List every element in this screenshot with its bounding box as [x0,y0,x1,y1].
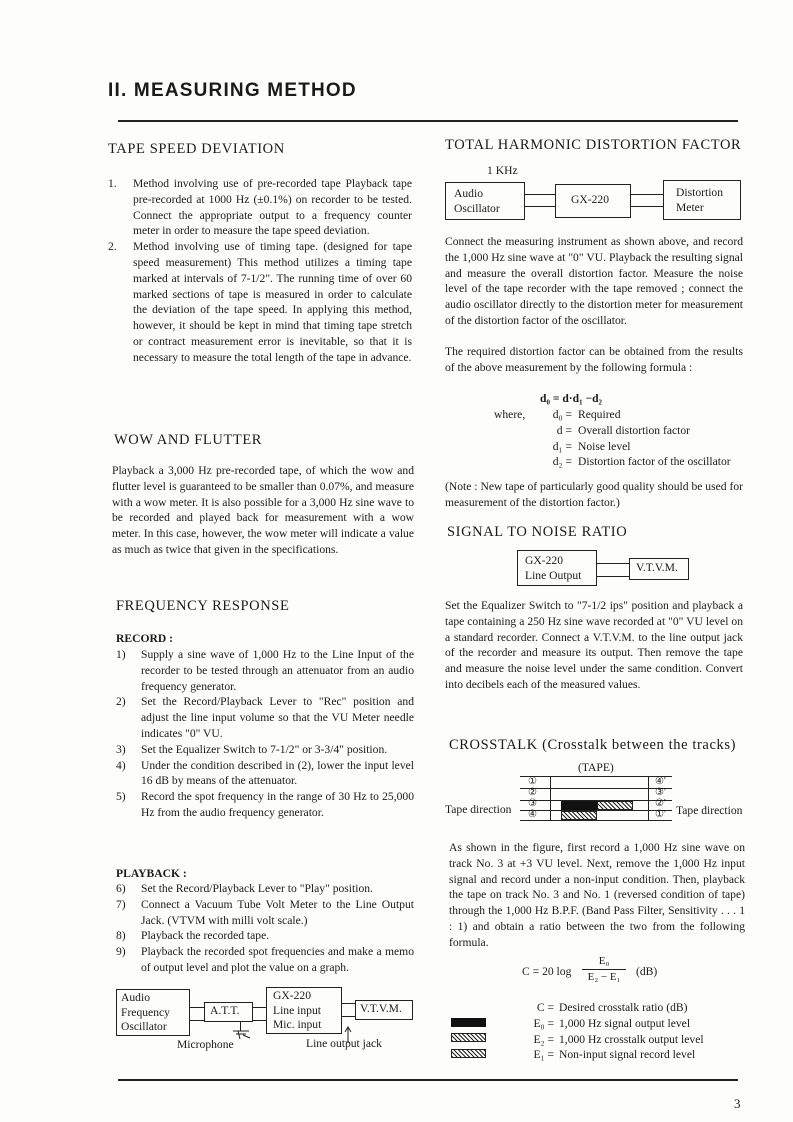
list-item [116,881,414,897]
legend-desc: Desired crosstalk ratio (dB) [559,1001,688,1014]
gx220-box: GX-220 [555,184,631,218]
meter-label: Distortion [676,186,724,199]
item-text: Set the Record/Playback Lever to "Rec" position and adjust the line input volume so that the VU Meter needle indicates "0" VU. [141,695,414,740]
track-number: ② [528,787,537,798]
crosstalk-legend [526,1000,756,1063]
crosstalk-swatch [451,1033,486,1042]
def-symbol: d₁ = [552,439,572,453]
audio-frequency-oscillator-box [116,989,190,1036]
playback-list [116,881,414,976]
gx-line-input: Line input [273,1003,321,1017]
osc-label: Audio [121,991,150,1004]
crosstalk-fraction [582,955,626,984]
wow-heading: WOW AND FLUTTER [114,432,263,448]
legend-row [526,1032,756,1048]
fraction-bar [582,969,626,970]
crosstalk-block [561,811,597,820]
freq-heading: FREQUENCY RESPONSE [116,598,290,614]
tape-speed-heading: TAPE SPEED DEVIATION [108,141,285,157]
connector-line [190,1020,205,1021]
connector-line [190,1007,205,1008]
track-number: ③ [528,798,537,809]
item-text: Record the spot frequency in the range of 30 Hz to 25,000 Hz from the audio frequency generator. [141,790,414,819]
legend-row [526,1047,756,1063]
thd-definitions [520,407,760,470]
fraction-denominator: E₂ − E₁ [587,971,621,983]
thd-formula: d₀ = d·d₁ −d₂ [540,392,602,405]
crosstalk-formula-lhs: C = 20 log [522,965,572,978]
thd-text2: The required distortion factor can be obtained from the results of the above measurement by the following formula : [445,345,743,374]
track-number: ②' [655,798,666,809]
thd-freq-label: 1 KHz [487,164,518,177]
legend-row [526,1016,756,1032]
item-text: Set the Equalizer Switch to 7-1/2" or 3-3/4" position. [141,742,388,756]
gx-label: GX-220 [525,554,563,567]
definition-row [520,423,760,439]
list-item [116,897,414,929]
def-symbol: d₀ = [552,408,572,421]
item-text: Under the condition described in (2), lower the input level 16 dB by means of the attenuator. [141,758,414,788]
crosstalk-formula-unit: (dB) [636,965,658,978]
gx-title: GX-220 [273,989,311,1002]
track-number: ① [528,776,537,787]
tape-direction-left: Tape direction [445,803,512,816]
page-title: II. MEASURING METHOD [108,80,357,101]
def-desc: Required [578,408,621,421]
item-number: 8) [116,929,126,943]
item-number: 7) [116,897,126,911]
connector-line [597,576,630,577]
crosstalk-text: As shown in the figure, first record a 1,000 Hz sine wave on track No. 3 at +3 VU level. Next, remove the 1,000 Hz input signal and record under a non-input condition. Then, playback the tape on track No. 3 and No. 1 (reversed condition of tape) through the 1,000 Hz B.P.F. (Band Pass Filter, Sensitivity . . . 1 : 1) and obtain a ratio between the two from the following formula. [449,841,745,949]
track-numbers-right [655,776,666,820]
legend-symbol: E₁ = [533,1048,554,1062]
def-desc: Overall distortion factor [578,423,691,437]
fraction-numerator: E₀ [598,955,610,967]
snr-heading: SIGNAL TO NOISE RATIO [447,524,628,540]
connector-line [342,1016,356,1017]
item-text: Playback the recorded spot frequencies and make a memo of output level and plot the value on a graph. [141,945,414,974]
legend-desc: 1,000 Hz crosstalk output level [559,1032,704,1046]
snr-text: Set the Equalizer Switch to "7-1/2 ips" position and playback a tape containing a 250 Hz sine wave recorded at "0" VU level on a standard recorder. Connect a V.T.V.M. to the line output jack of the recorder and measure its output. Then remove the tape and measure the noise level under the same condition. Convert into decibels each of the measured values. [445,599,743,691]
signal-output-block [561,801,597,810]
thd-note: (Note : New tape of particularly good quality should be used for measurement of the distortion factor.) [445,480,743,509]
list-item [116,944,414,976]
item-number: 9) [116,945,126,959]
crosstalk-heading: CROSSTALK (Crosstalk between the tracks) [449,737,737,753]
gx-label: Line Output [525,569,582,582]
line-output-jack-label: Line output jack [306,1037,382,1050]
list-item [116,928,414,944]
tape-edge [520,820,672,821]
legend-symbol: E₂ = [533,1032,554,1046]
osc-label: Oscillator [454,202,500,215]
osc-label: Audio [454,187,483,200]
connector-line [253,1020,267,1021]
gx-mic-input: Mic. input [273,1018,322,1031]
item-number: 6) [116,882,126,895]
distortion-meter-box [663,180,741,220]
thd-heading: TOTAL HARMONIC DISTORTION FACTOR [445,137,742,153]
osc-label: Frequency [121,1005,170,1019]
connector-line [597,563,630,564]
list-item [116,758,414,790]
legend-desc: Non-input signal record level [559,1048,696,1062]
list-item [116,694,414,741]
playback-label: PLAYBACK : [116,867,187,880]
item-number: 5) [116,790,126,804]
definition-row [520,407,760,423]
item-number: 1. [108,177,117,190]
item-text: Supply a sine wave of 1,000 Hz to the Line Input of the recorder to be tested through an attenuator from an audio frequency generator. [141,648,414,693]
track-line [520,788,672,789]
list-item [116,647,414,694]
connector-line [631,194,664,195]
item-number: 2) [116,695,126,709]
item-number: 2. [108,240,117,254]
wow-text: Playback a 3,000 Hz pre-recorded tape, of which the wow and flutter level is guaranteed to be smaller than 0.07%, and measure with a wow meter. It is also possible for a 3,000 Hz sine wave to be recorded and played back for measurement with a wow meter. In this case, however, the wow meter will indicate a value as much as twice that given in the specifications. [112,464,414,556]
vtvm-box: V.T.V.M. [629,558,689,580]
item-number: 3) [116,742,126,756]
tape-edge [520,776,672,777]
non-input-swatch [451,1049,486,1058]
list-item [116,789,414,821]
track-numbers-left [528,776,537,820]
definition-row [520,439,760,455]
audio-oscillator-box [445,182,525,220]
list-item [116,742,414,758]
definition-row [520,454,760,470]
item-text: Set the Record/Playback Lever to "Play" position. [141,882,373,895]
item-text: Method involving use of timing tape. (designed for tape speed measurement) This method utilizes a timing tape marked at intervals of 7-1/2". The running time of over 60 marked sections of tape is measured in order to calculate the deviation of the tape speed. In applying this method, however, it should be kept in mind that timing tape stretch or contract measurement error is inevitable, so that it is necessary to measure the total length of the tape in advance. [133,240,412,364]
def-desc: Noise level [578,439,631,453]
legend-row [526,1000,756,1016]
att-box: A.T.T. [204,1002,253,1022]
list-item [108,239,412,365]
meter-label: Meter [676,201,704,214]
connector-line [525,194,556,195]
def-symbol: d = [556,423,572,437]
vtvm-box: V.T.V.M. [355,1000,413,1020]
list-item [108,176,412,239]
connector-line [342,1003,356,1004]
connector-line [631,206,664,207]
connector-line [253,1007,267,1008]
track-number: ④' [655,776,666,787]
track-number: ④ [528,809,537,820]
microphone-label: Microphone [177,1038,234,1051]
legend-symbol: C = [536,1001,554,1014]
tape-label: (TAPE) [578,761,614,774]
gx220-line-output-box [517,550,597,586]
def-symbol: d₂ = [552,455,572,469]
legend-desc: 1,000 Hz signal output level [559,1016,691,1030]
bottom-rule [118,1079,738,1081]
track-number: ①' [655,809,666,820]
non-input-block [597,801,633,810]
tape-direction-right: Tape direction [676,804,743,817]
tape-bracket [550,776,551,821]
item-text: Playback the recorded tape. [141,929,270,943]
record-label: RECORD : [116,632,174,645]
osc-label: Oscillator [121,1020,167,1033]
title-rule [118,120,738,122]
legend-symbol: E₀ = [533,1016,554,1030]
page-number: 3 [734,1096,741,1111]
connector-line [525,206,556,207]
record-list [116,647,414,821]
tape-bracket [648,776,649,821]
signal-output-swatch [451,1018,486,1027]
thd-text: Connect the measuring instrument as shown above, and record the 1,000 Hz sine wave at "0" VU. Playback the resulting signal and measure the overall distortion factor. Measure the noise level of the tape recorder with the tape removed ; connect the audio oscillator directly to the distortion meter for measurement of the distortion factor of the oscillator. [445,235,743,327]
gx220-box [266,987,342,1034]
thd-where: where, [494,408,526,421]
item-number: 1) [116,648,126,661]
track-number: ③' [655,787,666,798]
item-text: Connect a Vacuum Tube Volt Meter to the Line Output Jack. (VTVM with milli volt scale.) [141,897,414,927]
item-text: Method involving use of pre-recorded tape Playback tape pre-recorded at 1000 Hz (±0.1%) on recorder to be tested. Connect the appropriate output to a frequency counter meter in order to measure the tape speed deviation. [133,177,412,238]
tape-speed-list [108,176,412,366]
item-number: 4) [116,758,126,772]
def-desc: Distortion factor of the oscillator [578,455,731,469]
